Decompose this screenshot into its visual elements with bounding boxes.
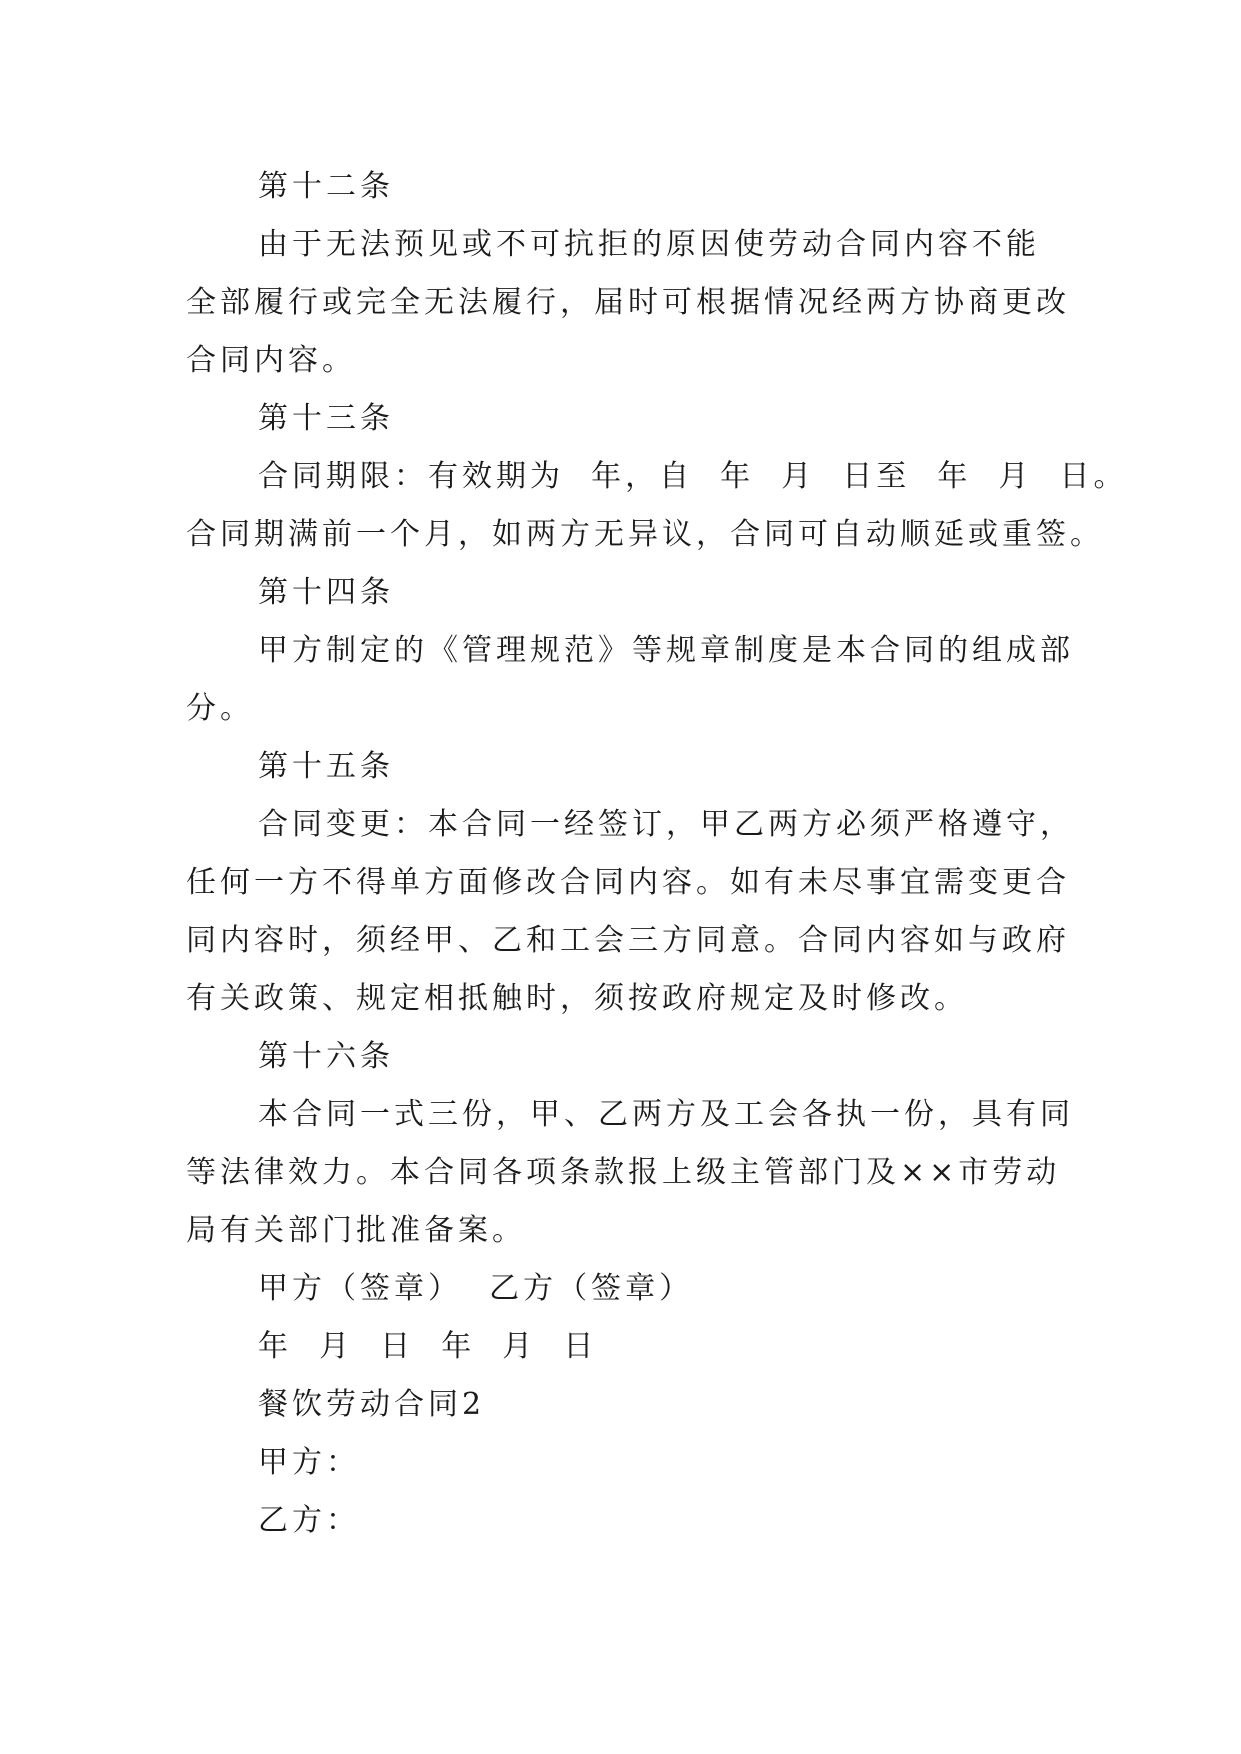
date-line: 年 月 日 年 月 日 (258, 1329, 598, 1364)
party-a-label: 甲方： (258, 1445, 360, 1480)
article-13-text-line-2: 合同期满前一个月，如两方无异议，合同可自动顺延或重签。 (186, 517, 1104, 552)
article-15-text-line-4: 有关政策、规定相抵触时，须按政府规定及时修改。 (186, 981, 968, 1016)
article-14-text-line-1: 甲方制定的《管理规范》等规章制度是本合同的组成部 (258, 633, 1074, 668)
article-16-text-line-2: 等法律效力。本合同各项条款报上级主管部门及××市劳动 (186, 1155, 1061, 1190)
article-12-text-line-2: 全部履行或完全无法履行，届时可根据情况经两方协商更改 (186, 285, 1070, 320)
article-12-heading: 第十二条 (258, 169, 394, 204)
article-15-heading: 第十五条 (258, 749, 394, 784)
article-12-text-line-1: 由于无法预见或不可抗拒的原因使劳动合同内容不能 (258, 227, 1040, 262)
article-15-text-line-2: 任何一方不得单方面修改合同内容。如有未尽事宜需变更合 (186, 865, 1070, 900)
article-13-text-line-1: 合同期限：有效期为 年，自 年 月 日至 年 月 日。 (258, 459, 1128, 494)
article-13-heading: 第十三条 (258, 401, 394, 436)
document-body (186, 158, 1128, 1550)
article-16-heading: 第十六条 (258, 1039, 394, 1074)
article-14-text-line-2: 分。 (186, 691, 254, 726)
party-b-label: 乙方： (258, 1503, 360, 1538)
article-14-heading: 第十四条 (258, 575, 394, 610)
article-12-text-line-3: 合同内容。 (186, 343, 356, 378)
article-15-text-line-1: 合同变更：本合同一经签订，甲乙两方必须严格遵守， (258, 807, 1074, 842)
contract-title: 餐饮劳动合同2 (258, 1387, 486, 1422)
signature-line: 甲方（签章） 乙方（签章） (258, 1271, 694, 1306)
article-16-text-line-3: 局有关部门批准备案。 (186, 1213, 526, 1248)
article-15-text-line-3: 同内容时，须经甲、乙和工会三方同意。合同内容如与政府 (186, 923, 1070, 958)
article-16-text-line-1: 本合同一式三份，甲、乙两方及工会各执一份，具有同 (258, 1097, 1074, 1132)
